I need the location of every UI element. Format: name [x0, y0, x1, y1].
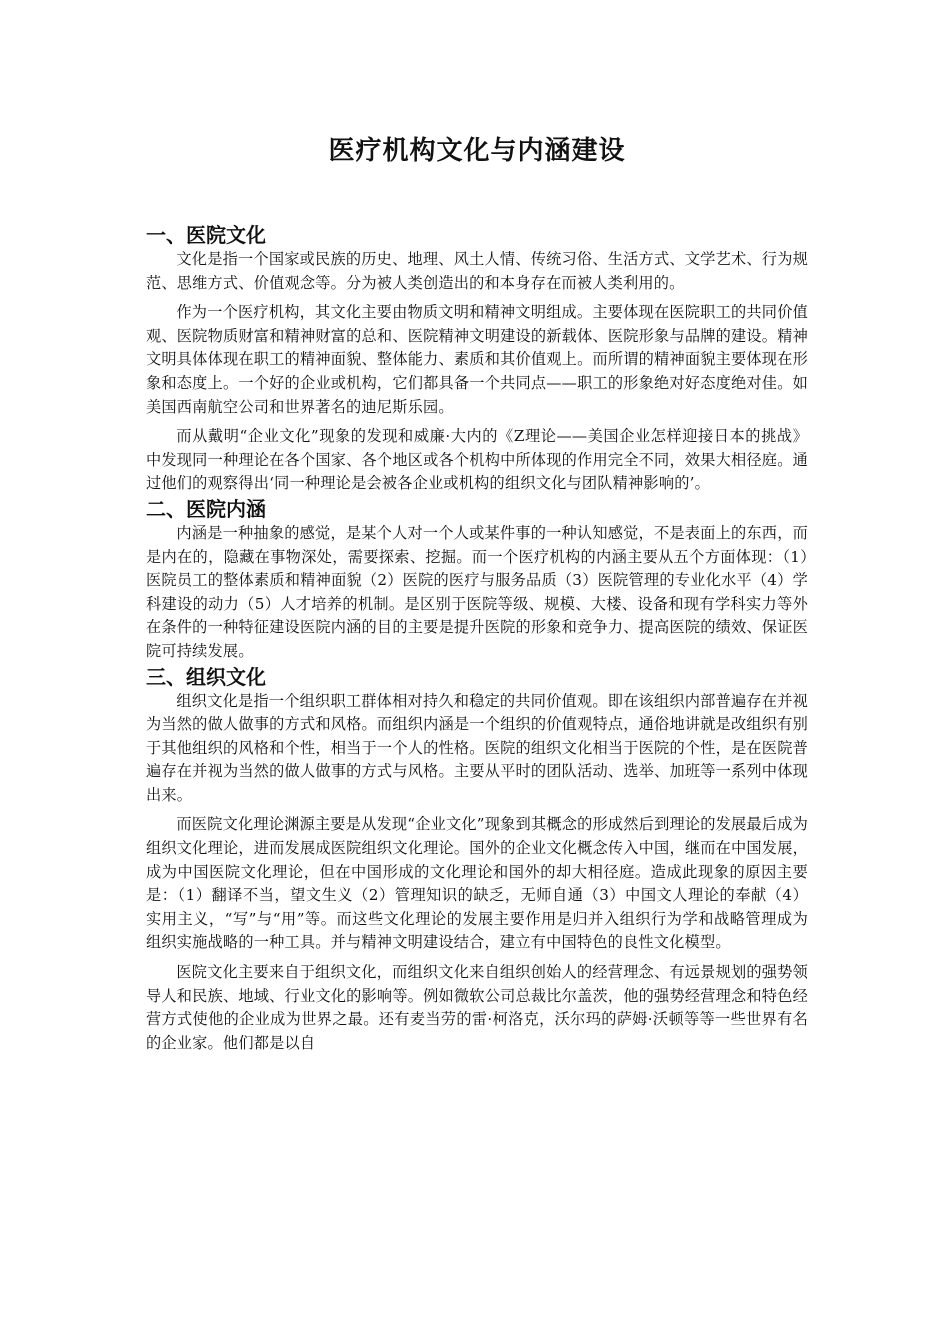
section-heading: 一、医院文化 [146, 223, 266, 247]
document-title: 医疗机构文化与内涵建设 [328, 136, 626, 166]
section-organizational-culture [146, 664, 808, 1056]
paragraph: 内涵是一种抽象的感觉，是某个人对一个人或某件事的一种认知感觉，不是表面上的东西，而是内在的，隐藏在事物深处，需要探索、挖掘。而一个医疗机构的内涵主要从五个方面体现：（1）医院员工的整体素质和精神面貌（2）医院的医疗与服务品质（3）医院管理的专业化水平（4）学科建设的动力（5）人才培养的机制。是区别于医院等级、规模、大楼、设备和现有学科实力等外在条件的一种特征建设医院内涵的目的主要是提升医院的形象和竞争力、提高医院的绩效、保证医院可持续发展。 [146, 523, 808, 660]
document-page [146, 0, 808, 1055]
paragraph: 而医院文化理论渊源主要是从发现“企业文化”现象到其概念的形成然后到理论的发展最后成为组织文化理论，进而发展成医院组织文化理论。国外的企业文化概念传入中国，继而在中国发展，成为中国医院文化理论，但在中国形成的文化理论和国外的却大相径庭。造成此现象的原因主要是：（1）翻译不当，望文生义（2）管理知识的缺乏，无师自通（3）中国文人理论的奉献（4）实用主义，“写”与“用”等。而这些文化理论的发展主要作用是归并入组织行为学和战略管理成为组织实施战略的一种工具。并与精神文明建设结合，建立有中国特色的良性文化模型。 [146, 815, 808, 952]
section-hospital-culture [146, 222, 808, 496]
section-heading: 二、医院内涵 [146, 496, 266, 521]
paragraph: 作为一个医疗机构，其文化主要由物质文明和精神文明组成。主要体现在医院职工的共同价值观、医院物质财富和精神财富的总和、医院精神文明建设的新载体、医院形象与品牌的建设。精神文明具体体现在职工的精神面貌、整体能力、素质和其价值观上。而所谓的精神面貌主要体现在形象和态度上。一个好的企业或机构，它们都具备一个共同点——职工的形象绝对好态度绝对佳。如美国西南航空公司和世界著名的迪尼斯乐园。 [146, 303, 808, 416]
paragraph: 医院文化主要来自于组织文化，而组织文化来自组织创始人的经营理念、有远景规划的强势领导人和民族、地域、行业文化的影响等。例如微软公司总裁比尔盖茨，他的强势经营理念和特色经营方式使他的企业成为世界之最。还有麦当劳的雷·柯洛克，沃尔玛的萨姆·沃顿等等一些世界有名的企业家。他们都是以自 [146, 963, 808, 1052]
section-heading: 三、组织文化 [146, 664, 266, 689]
section-hospital-connotation [146, 496, 808, 664]
paragraph: 文化是指一个国家或民族的历史、地理、风土人情、传统习俗、生活方式、文学艺术、行为规范、思维方式、价值观念等。分为被人类创造出的和本身存在而被人类利用的。 [146, 250, 808, 292]
paragraph: 组织文化是指一个组织职工群体相对持久和稳定的共同价值观。即在该组织内部普遍存在并视为当然的做人做事的方式和风格。而组织内涵是一个组织的价值观特点，通俗地讲就是改组织有别于其他组织的风格和个性，相当于一个人的性格。医院的组织文化相当于医院的个性，是在医院普遍存在并视为当然的做人做事的方式与风格。主要从平时的团队活动、选举、加班等一系列中体现出来。 [146, 691, 808, 804]
paragraph: 而从戴明“企业文化”现象的发现和威廉·大内的《Z理论——美国企业怎样迎接日本的挑战》中发现同一种理论在各个国家、各个地区或各个机构中所体现的作用完全不同，效果大相径庭。通过他们的观察得出‘同一种理论是会被各企业或机构的组织文化与团队精神影响的’。 [146, 427, 808, 493]
